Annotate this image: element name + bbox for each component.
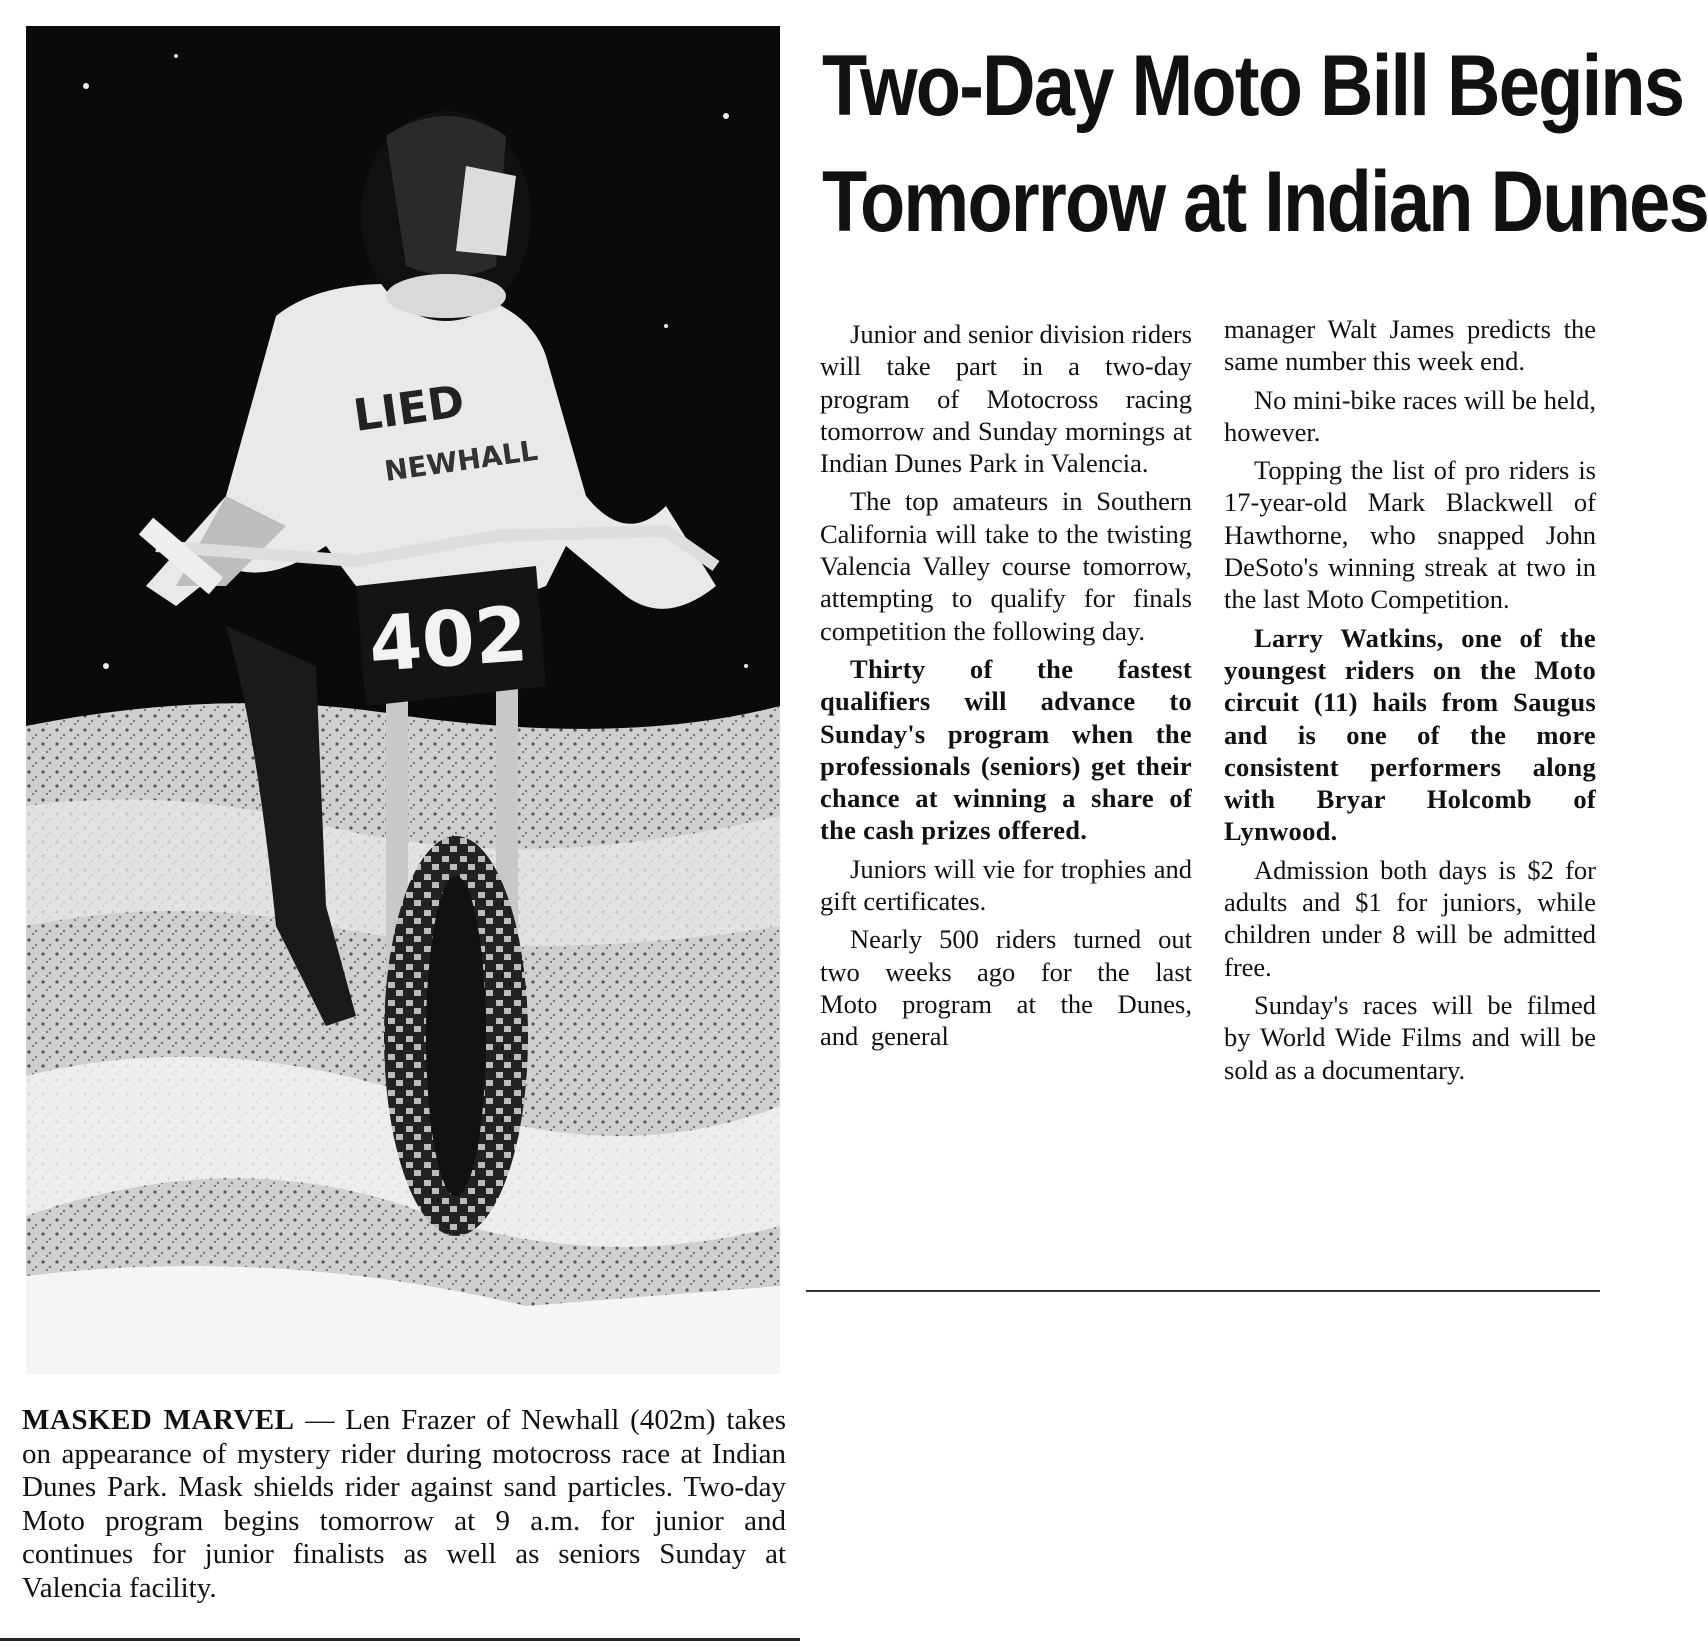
paragraph: Admission both days is $2 for adults and $1 for juniors, while children under 8 will be admitted free. (1224, 854, 1596, 982)
paragraph: No mini-bike races will be held, however. (1224, 384, 1596, 447)
paragraph-continued: manager Walt James predicts the same number this week end. (1224, 314, 1596, 377)
jersey-lettering: LIED (350, 375, 468, 442)
bib-number: 402 (366, 589, 531, 689)
headline-line-1: Two-Day Moto Bill Begins (822, 38, 1684, 134)
bottom-rule (0, 1638, 800, 1641)
headline-line-2: Tomorrow at Indian Dunes (822, 154, 1708, 250)
paragraph-bold: Thirty of the fastest qualifiers will advance to Sunday's program when the professionals (seniors) get their chance at winning a share of the cash prizes offered. (820, 653, 1192, 846)
paragraph: The top amateurs in Southern California will take to the twisting Valencia Valley course tomorrow, attempting to qualify for finals competition the following day. (820, 486, 1192, 646)
rider-photo (26, 26, 780, 1374)
caption-lead: MASKED MARVEL (22, 1404, 295, 1436)
paragraph: Juniors will vie for trophies and gift certificates. (820, 853, 1192, 917)
photo-caption (22, 1404, 786, 1605)
paragraph: Nearly 500 riders turned out two weeks ago for the last Moto program at the Dunes, and general (820, 924, 1192, 1052)
paragraph: Topping the list of pro riders is 17-year-old Mark Blackwell of Hawthorne, who snapped John DeSoto's winning streak at two in the last Moto Competition. (1224, 455, 1596, 615)
article-column-right (1224, 313, 1596, 1092)
paragraph-bold: Larry Watkins, one of the youngest riders on the Moto circuit (11) hails from Saugus and is one of the more consistent performers along with Bryar Holcomb of Lynwood. (1224, 622, 1596, 847)
headline (822, 28, 1708, 260)
article-rule (806, 1290, 1600, 1292)
paragraph: Junior and senior division riders will take part in a two-day program of Motocross racing tomorrow and Sunday mornings at Indian Dunes Park in Valencia. (820, 319, 1192, 479)
jersey-lettering-2: NEWHALL (382, 433, 540, 488)
motocross-rider-image (26, 26, 780, 1374)
article-column-left (820, 318, 1192, 1059)
caption-text: — Len Frazer of Newhall (402m) takes on appearance of mystery rider during motocross race at Indian Dunes Park. Mask shields rider against sand particles. Two-day Moto program begins tomorrow at 9 a.m. for junior and continues for junior finalists as well as seniors Sunday at Valencia facility. (22, 1404, 786, 1604)
paragraph: Sunday's races will be filmed by World Wide Films and will be sold as a documentary. (1224, 989, 1596, 1085)
